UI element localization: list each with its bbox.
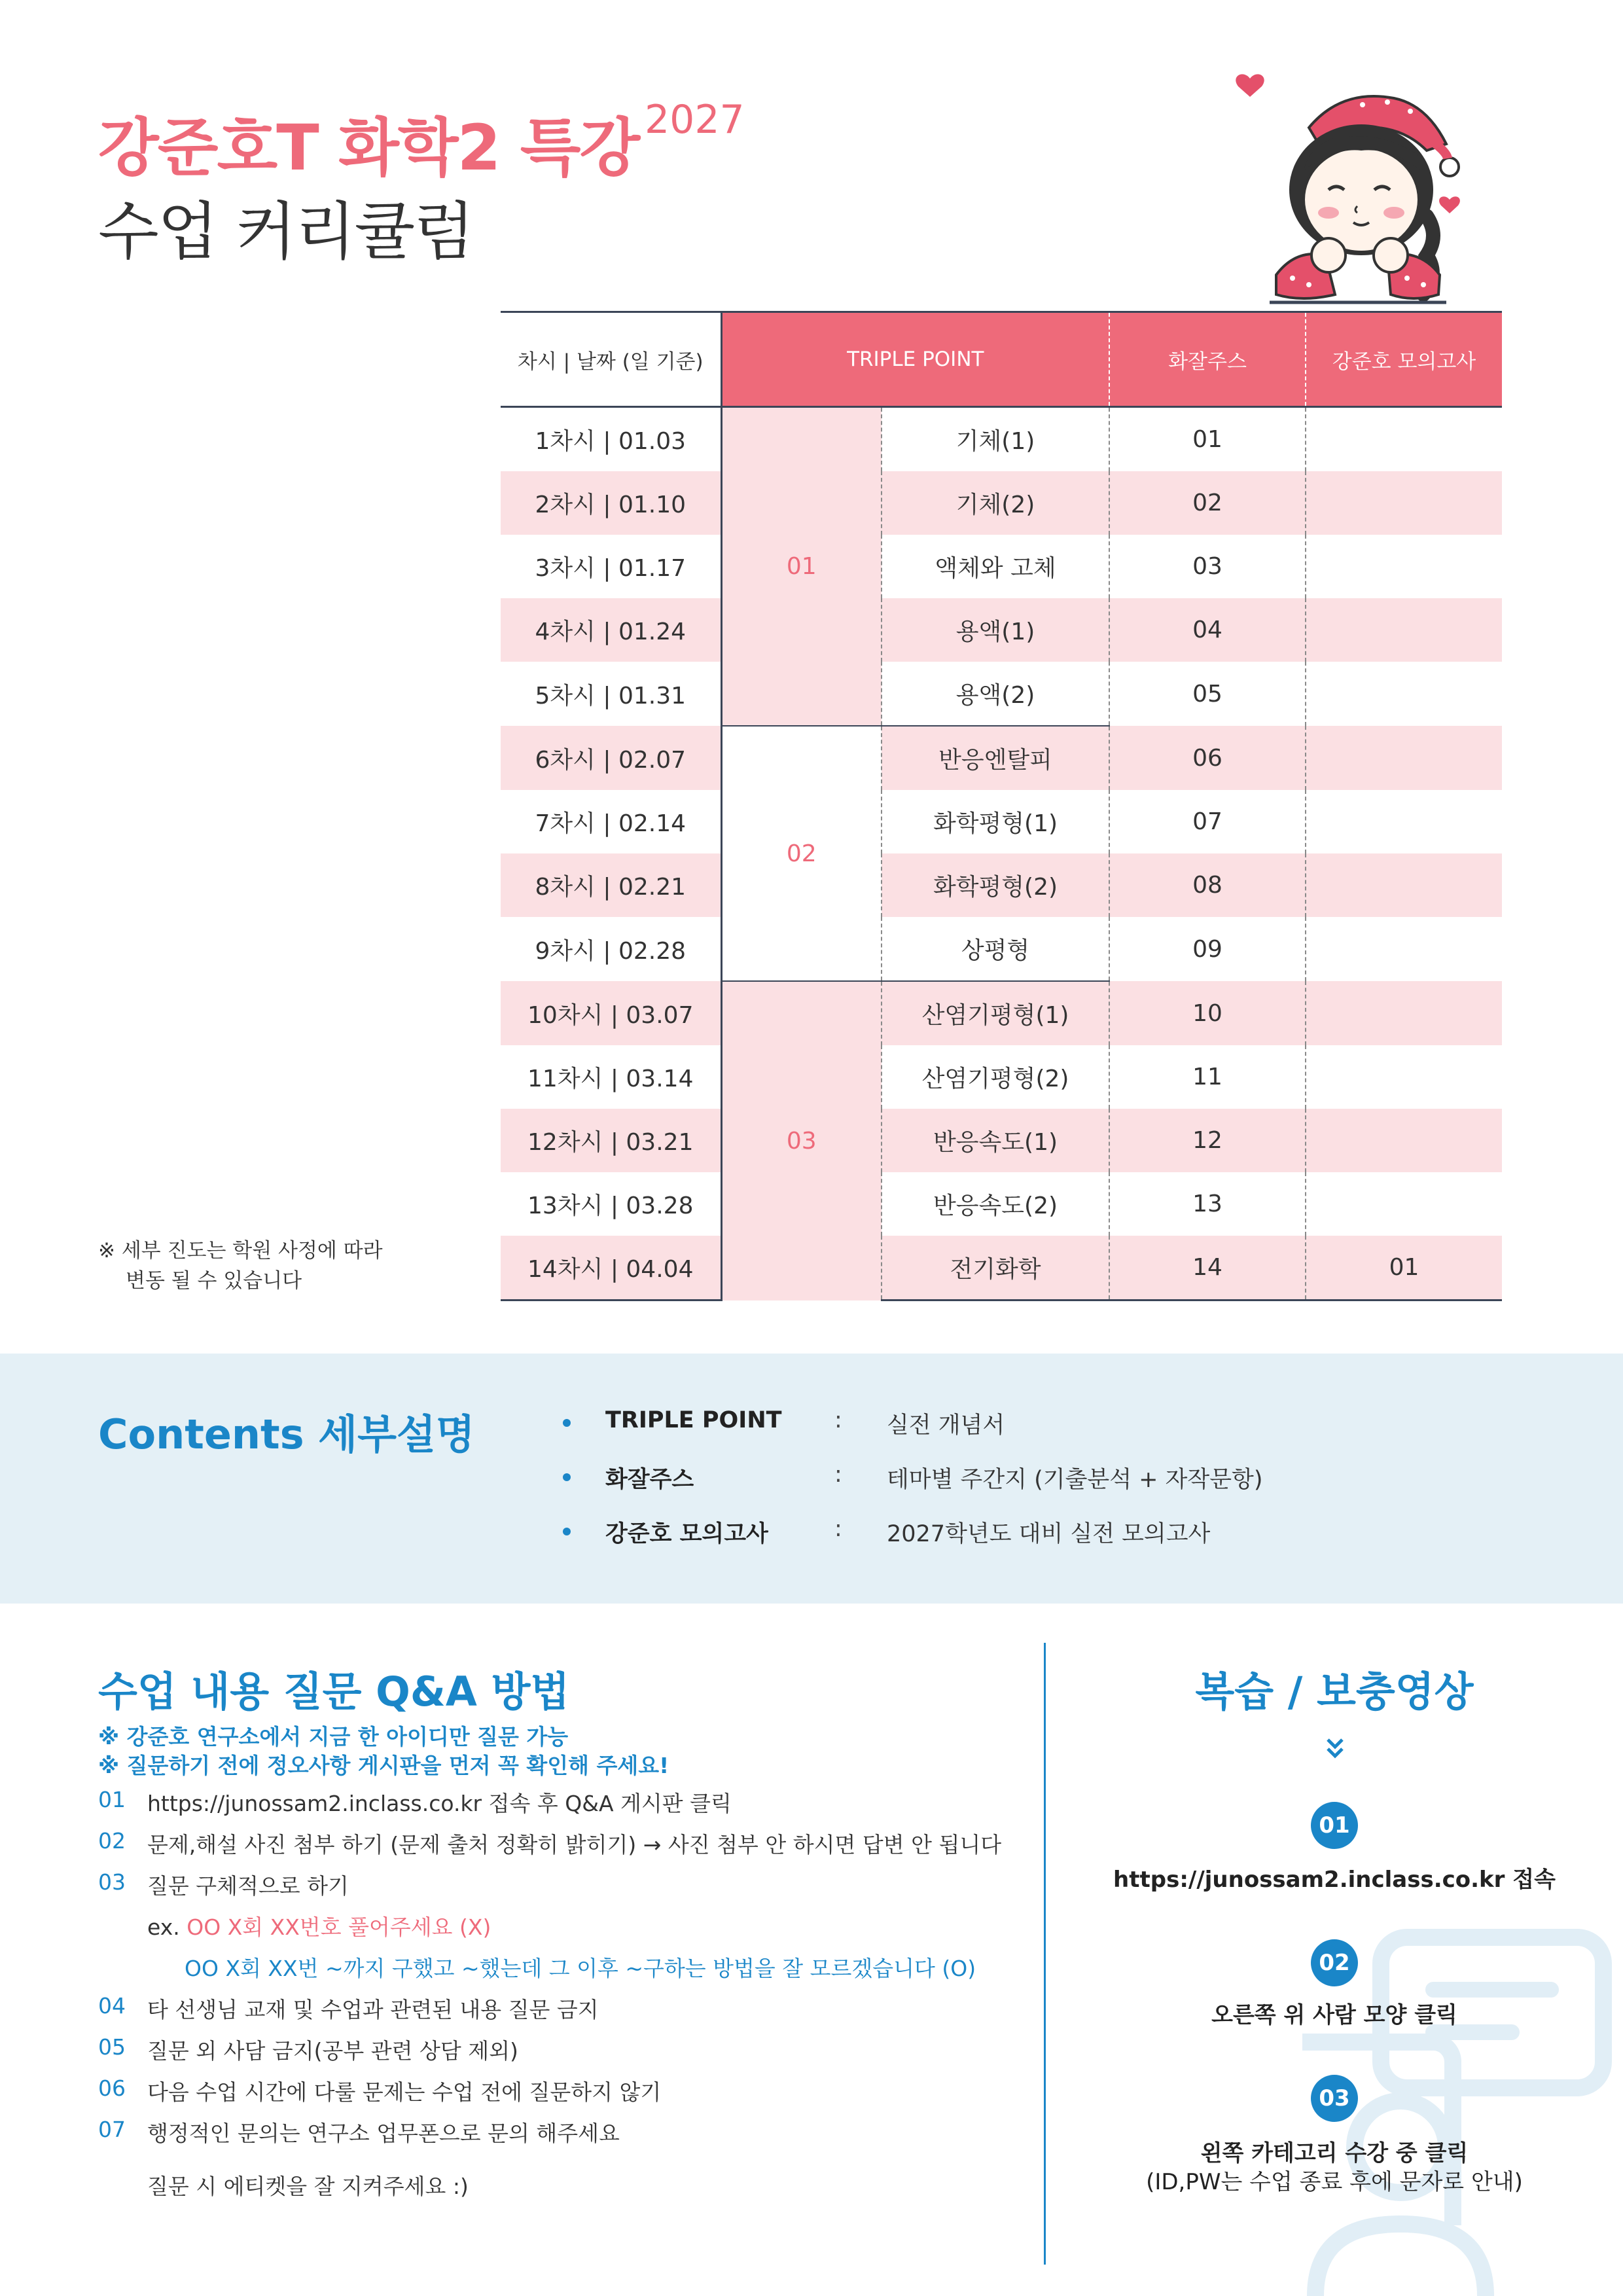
topic: 기체(1) — [882, 407, 1109, 472]
page-title: 강준호T 화학2 특강 — [98, 111, 639, 185]
hwajal-number: 09 — [1109, 917, 1306, 981]
hwajal-number: 12 — [1109, 1109, 1306, 1172]
topic: 산염기평형(1) — [882, 981, 1109, 1045]
table-row — [501, 981, 1502, 1045]
review-step — [1046, 2001, 1623, 2030]
table-row — [501, 407, 1502, 472]
note-line: ※ 세부 진도는 학원 사정에 따라 — [98, 1239, 383, 1263]
review-step-subtext: (ID,PW는 수업 종료 후에 문자로 안내) — [1146, 2169, 1523, 2195]
example-prefix: ex. — [147, 1914, 180, 1940]
header-mock-exam: 강준호 모의고사 — [1306, 312, 1502, 407]
review-title: 복습 / 보충영상 — [1195, 1668, 1474, 1715]
table-row — [501, 598, 1502, 662]
review-step-text: 왼쪽 카테고리 수강 중 클릭 — [1200, 2140, 1469, 2166]
header-date: 차시 | 날짜 (일 기준) — [501, 312, 721, 407]
mock-number — [1306, 853, 1502, 917]
contents-section — [0, 1354, 1623, 1604]
curriculum-table — [501, 311, 1502, 1301]
topic: 반응엔탈피 — [882, 726, 1109, 790]
topic: 용액(2) — [882, 662, 1109, 726]
qa-step-number: 02 — [98, 1828, 126, 1854]
page-subtitle: 수업 커리큘럼 — [98, 195, 473, 268]
contents-colon: : — [834, 1516, 842, 1542]
qa-step-number: 01 — [98, 1787, 126, 1812]
table-row — [501, 471, 1502, 535]
qa-step-number: 06 — [98, 2075, 126, 2101]
session-date: 12차시 | 03.21 — [501, 1109, 721, 1172]
table-row — [501, 917, 1502, 981]
hwajal-number: 02 — [1109, 471, 1306, 535]
session-date: 6차시 | 02.07 — [501, 726, 721, 790]
qa-step-text: 다음 수업 시간에 다룰 문제는 수업 전에 질문하지 않기 — [147, 2079, 662, 2105]
mock-number — [1306, 790, 1502, 853]
qa-step-number: 04 — [98, 1993, 126, 2018]
contents-label: TRIPLE POINT — [605, 1407, 782, 1433]
session-date: 10차시 | 03.07 — [501, 981, 721, 1045]
topic: 산염기평형(2) — [882, 1045, 1109, 1109]
hwajal-number: 08 — [1109, 853, 1306, 917]
mock-number — [1306, 1172, 1502, 1236]
hwajal-number: 03 — [1109, 535, 1306, 598]
mock-number: 01 — [1306, 1236, 1502, 1300]
qa-notice: ※ 강준호 연구소에서 지금 한 아이디만 질문 가능 — [98, 1724, 569, 1749]
topic: 액체와 고체 — [882, 535, 1109, 598]
table-row — [501, 1236, 1502, 1300]
hwajal-number: 05 — [1109, 662, 1306, 726]
review-step-text: 오른쪽 위 사람 모양 클릭 — [1211, 2002, 1457, 2028]
contents-value: 테마별 주간지 (기출분석 + 자작문항) — [887, 1467, 1263, 1493]
hwajal-number: 13 — [1109, 1172, 1306, 1236]
session-date: 8차시 | 02.21 — [501, 853, 721, 917]
mock-number — [1306, 535, 1502, 598]
topic: 반응속도(2) — [882, 1172, 1109, 1236]
bullet-icon — [563, 1419, 571, 1427]
step-badge: 03 — [1311, 2075, 1358, 2122]
qa-step-number: 05 — [98, 2034, 126, 2060]
session-date: 2차시 | 01.10 — [501, 471, 721, 535]
title-year: 2027 — [645, 97, 745, 143]
double-chevron-down-icon — [1325, 1736, 1345, 1762]
step-badge: 01 — [1311, 1802, 1358, 1849]
table-row — [501, 726, 1502, 790]
session-date: 14차시 | 04.04 — [501, 1236, 721, 1300]
table-row — [501, 662, 1502, 726]
contents-value: 2027학년도 대비 실전 모의고사 — [887, 1521, 1211, 1547]
hwajal-number: 01 — [1109, 407, 1306, 472]
contents-label: 화잘주스 — [605, 1467, 694, 1493]
note-line: 변동 될 수 있습니다 — [126, 1269, 302, 1293]
qa-step-number: 07 — [98, 2117, 126, 2142]
mock-number — [1306, 917, 1502, 981]
contents-label: 강준호 모의고사 — [605, 1521, 768, 1547]
schedule-note — [98, 1236, 383, 1296]
mock-number — [1306, 471, 1502, 535]
hwajal-number: 14 — [1109, 1236, 1306, 1300]
qa-step-text: https://junossam2.inclass.co.kr 접속 후 Q&A 게시판 클릭 — [147, 1791, 732, 1816]
session-date: 5차시 | 01.31 — [501, 662, 721, 726]
qa-footer: 질문 시 에티켓을 잘 지켜주세요 :) — [147, 2174, 469, 2199]
table-row — [501, 1045, 1502, 1109]
bullet-icon — [563, 1528, 571, 1535]
session-date: 9차시 | 02.28 — [501, 917, 721, 981]
header-hwajal: 화잘주스 — [1109, 312, 1306, 407]
contents-colon: : — [834, 1407, 842, 1433]
hwajal-number: 04 — [1109, 598, 1306, 662]
table-row — [501, 853, 1502, 917]
topic: 용액(1) — [882, 598, 1109, 662]
qa-example-good: OO X회 XX번 ~까지 구했고 ~했는데 그 이후 ~구하는 방법을 잘 모르겠습니다 (O) — [185, 1956, 976, 1981]
topic: 화학평형(1) — [882, 790, 1109, 853]
topic: 전기화학 — [882, 1236, 1109, 1300]
table-row — [501, 1109, 1502, 1172]
session-date: 4차시 | 01.24 — [501, 598, 721, 662]
example-bad-text: OO X회 XX번호 풀어주세요 (X) — [187, 1914, 491, 1940]
mock-number — [1306, 407, 1502, 472]
hwajal-number: 10 — [1109, 981, 1306, 1045]
topic: 상평형 — [882, 917, 1109, 981]
session-date: 1차시 | 01.03 — [501, 407, 721, 472]
mock-number — [1306, 1045, 1502, 1109]
mock-number — [1306, 726, 1502, 790]
contents-value: 실전 개념서 — [887, 1412, 1005, 1439]
review-step — [1046, 1865, 1623, 1894]
session-date: 13차시 | 03.28 — [501, 1172, 721, 1236]
mock-number — [1306, 981, 1502, 1045]
hwajal-number: 06 — [1109, 726, 1306, 790]
qa-step-text: 질문 구체적으로 하기 — [147, 1873, 349, 1899]
mock-number — [1306, 598, 1502, 662]
table-row — [501, 1172, 1502, 1236]
heart-icon — [1236, 74, 1264, 97]
group-label: 03 — [721, 981, 882, 1300]
qa-notice: ※ 질문하기 전에 정오사항 게시판을 먼저 꼭 확인해 주세요! — [98, 1753, 669, 1778]
qa-title: 수업 내용 질문 Q&A 방법 — [98, 1668, 570, 1715]
review-step — [1046, 2139, 1623, 2197]
session-date: 7차시 | 02.14 — [501, 790, 721, 853]
step-badge: 02 — [1311, 1939, 1358, 1986]
group-label: 02 — [721, 726, 882, 981]
hwajal-number: 11 — [1109, 1045, 1306, 1109]
mock-number — [1306, 1109, 1502, 1172]
qa-step-text: 행정적인 문의는 연구소 업무폰으로 문의 해주세요 — [147, 2121, 620, 2146]
qa-step-number: 03 — [98, 1869, 126, 1895]
qa-step-text: 문제,해설 사진 첨부 하기 (문제 출처 정확히 밝히기) → 사진 첨부 안 하시면 답변 안 됩니다 — [147, 1832, 1002, 1857]
table-row — [501, 535, 1502, 598]
contents-title: Contents 세부설명 — [98, 1410, 475, 1458]
group-label: 01 — [721, 407, 882, 726]
session-date: 11차시 | 03.14 — [501, 1045, 721, 1109]
header-triple-point: TRIPLE POINT — [721, 312, 1109, 407]
bullet-icon — [563, 1473, 571, 1481]
topic: 반응속도(1) — [882, 1109, 1109, 1172]
qa-example-bad — [147, 1910, 491, 1941]
mascot-illustration — [1230, 59, 1505, 321]
qa-step-text: 타 선생님 교재 및 수업과 관련된 내용 질문 금지 — [147, 1997, 599, 2022]
contents-colon: : — [834, 1462, 842, 1488]
heart-icon — [1439, 196, 1460, 213]
session-date: 3차시 | 01.17 — [501, 535, 721, 598]
table-row — [501, 790, 1502, 853]
topic: 기체(2) — [882, 471, 1109, 535]
review-step-text: https://junossam2.inclass.co.kr 접속 — [1113, 1867, 1556, 1893]
hwajal-number: 07 — [1109, 790, 1306, 853]
qa-step-text: 질문 외 사담 금지(공부 관련 상담 제외) — [147, 2038, 518, 2064]
mock-number — [1306, 662, 1502, 726]
topic: 화학평형(2) — [882, 853, 1109, 917]
